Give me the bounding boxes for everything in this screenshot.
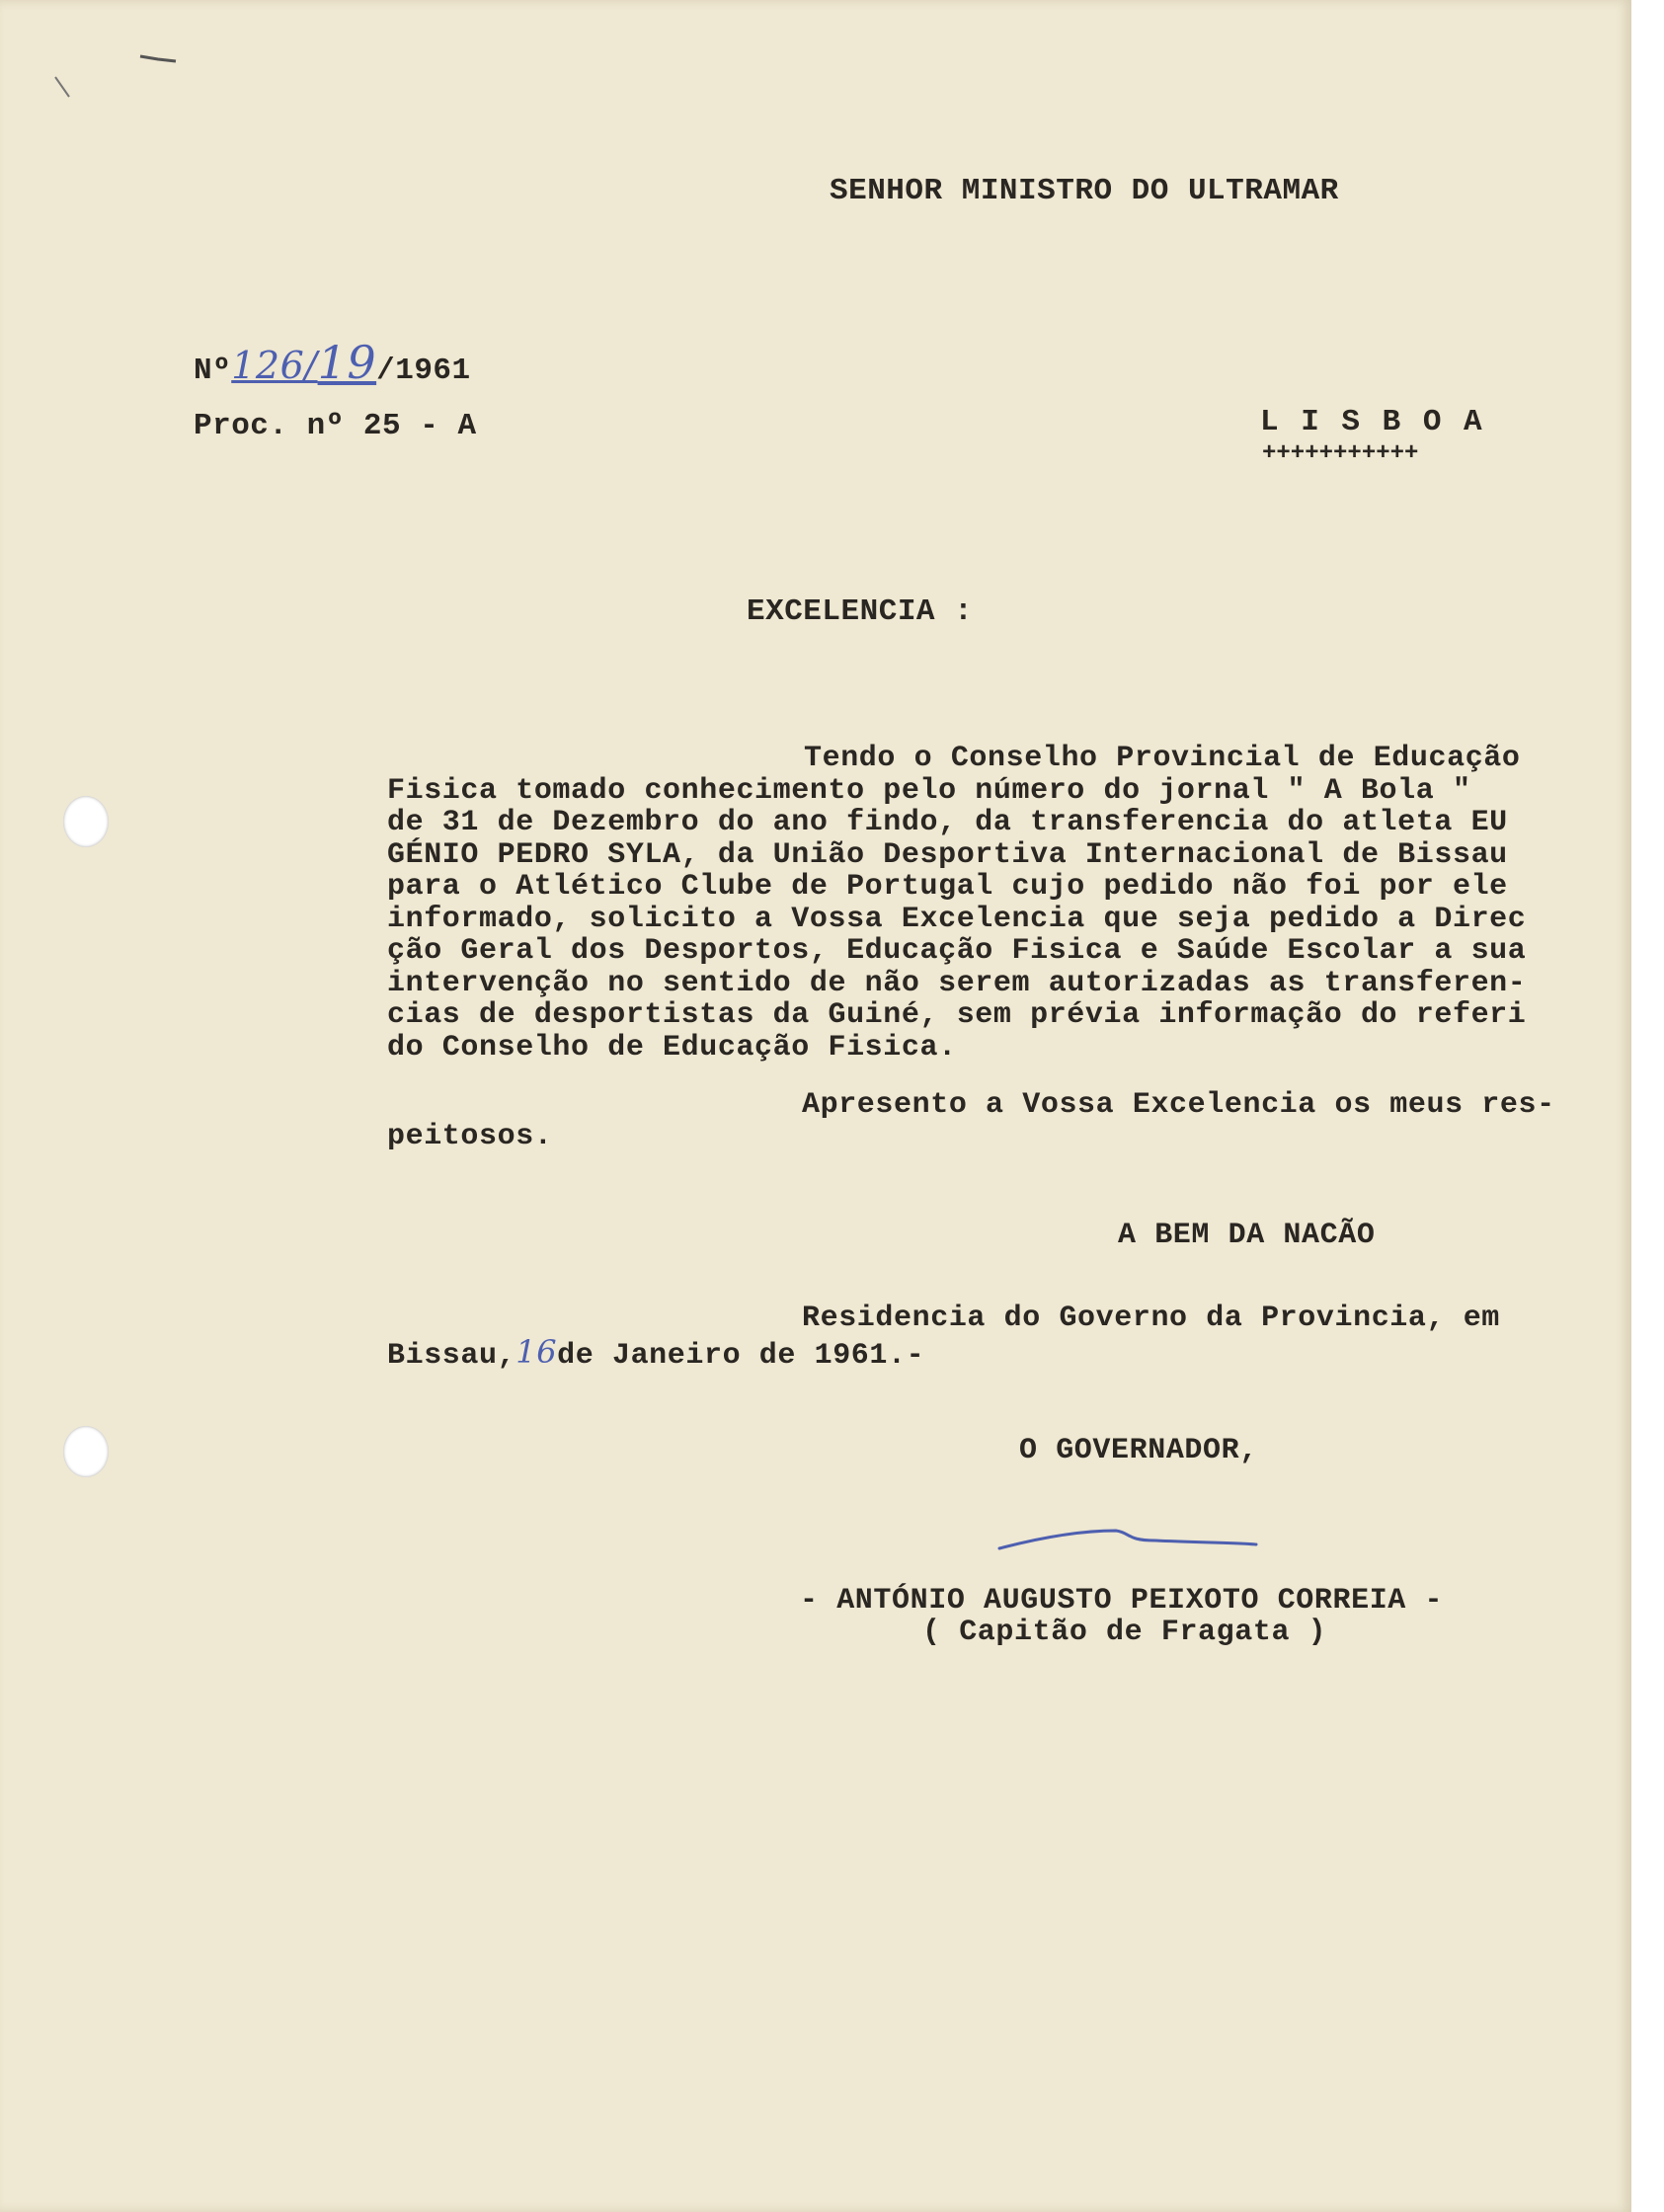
signature — [997, 1521, 1264, 1560]
paper-blemish — [49, 40, 207, 118]
body-line: GÉNIO PEDRO SYLA, da União Desportiva Internacional de Bissau — [387, 837, 1508, 872]
handwritten-day: 16 — [515, 1333, 558, 1371]
body-line: informado, solicito a Vossa Excelencia que seja pedido a Direc — [387, 902, 1527, 936]
signatory-name: - ANTÓNIO AUGUSTO PEIXOTO CORREIA - — [800, 1584, 1444, 1618]
motto: A BEM DA NACÃO — [1118, 1219, 1376, 1252]
place-city: L I S B O A — [1260, 405, 1484, 439]
place-underline: +++++++++++ — [1262, 440, 1419, 467]
respects-line-1: Apresento a Vossa Excelencia os meus res- — [802, 1088, 1555, 1122]
body-line: Tendo o Conselho Provincial de Educação — [804, 742, 1521, 775]
salutation: EXCELENCIA : — [747, 594, 974, 629]
body-line: ção Geral dos Desportos, Educação Fisica e Saúde Escolar a sua — [387, 934, 1527, 968]
year-suffix: /1961 — [376, 354, 471, 388]
body-line: intervenção no sentido de não serem autorizadas as transferen- — [387, 966, 1527, 1000]
letter-body — [387, 743, 1622, 1064]
respects-line-2: peitosos. — [387, 1120, 553, 1153]
body-line: Fisica tomado conhecimento pelo número do jornal " A Bola " — [387, 773, 1471, 808]
handwritten-number: 126/ — [231, 344, 318, 387]
process-number: Proc. nº 25 - A — [194, 409, 477, 443]
body-line: cias de desportistas da Guiné, sem prévia informação do referi — [387, 998, 1527, 1032]
residence-line-1: Residencia do Governo da Provincia, em — [802, 1302, 1500, 1335]
addressee: SENHOR MINISTRO DO ULTRAMAR — [830, 174, 1339, 208]
body-line: de 31 de Dezembro do ano findo, da transferencia do atleta EU — [387, 806, 1508, 839]
governor-title: O GOVERNADOR, — [1019, 1434, 1258, 1467]
number-prefix: Nº — [194, 354, 232, 388]
punch-hole-top — [63, 796, 109, 847]
body-line: do Conselho de Educação Fisica. — [387, 1030, 957, 1065]
residence-place: Bissau, — [387, 1339, 516, 1373]
body-line: para o Atlético Clube de Portugal cujo pedido não foi por ele — [387, 870, 1508, 904]
signatory-rank: ( Capitão de Fragata ) — [922, 1616, 1327, 1649]
residence-line-2 — [387, 1333, 924, 1373]
scan-margin — [1631, 0, 1664, 2212]
residence-date: de Janeiro de 1961.- — [557, 1339, 925, 1373]
punch-hole-bottom — [63, 1426, 109, 1477]
reference-number — [194, 336, 471, 389]
handwritten-stamp: 19 — [317, 336, 377, 389]
